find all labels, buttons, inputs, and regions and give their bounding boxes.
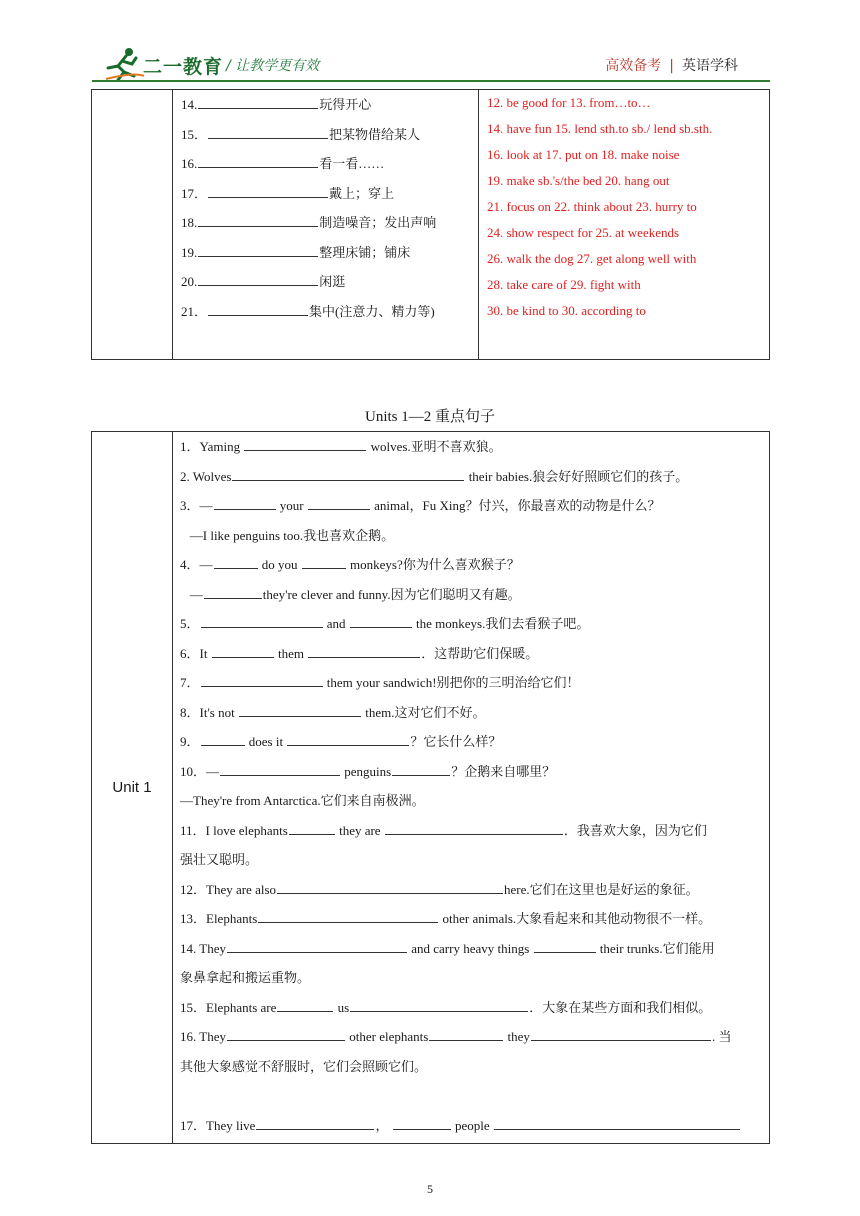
vocab-question: 21． 集中(注意力、精力等) xyxy=(181,303,435,319)
header-divider xyxy=(92,80,770,82)
vocab-answers-cell xyxy=(479,90,770,360)
sentence-3: 3．— your animal，Fu Xing？付兴，你最喜欢的动物是什么？ xyxy=(180,498,661,513)
answer-line: 21. focus on 22. think about 23. hurry to xyxy=(487,199,697,214)
sentence-11-cont: 强壮又聪明。 xyxy=(180,852,259,867)
sentence-4-reply: — they're clever and funny.因为它们聪明又有趣。 xyxy=(189,586,521,602)
sentence-10: 10．— penguins ？企鹅来自哪里？ xyxy=(180,763,556,779)
vocab-unit-cell xyxy=(92,90,173,360)
sentences-table xyxy=(91,431,770,1144)
brand-name: 二一教育 xyxy=(143,57,224,78)
vocab-question: 18. 制造噪音；发出声响 xyxy=(181,215,437,230)
answer-line: 14. have fun 15. lend sth.to sb./ lend sb.sth. xyxy=(487,121,713,136)
sentence-17: 17．They live ， people xyxy=(180,1114,763,1144)
vocab-question: 17． 戴上；穿上 xyxy=(181,185,395,201)
answer-line: 28. take care of 29. fight with xyxy=(487,277,641,292)
sentence-6: 6．It them ．这帮助它们保暖。 xyxy=(180,645,539,661)
vocab-question: 14. 玩得开心 xyxy=(181,97,372,112)
page-number: 5 xyxy=(427,1182,433,1196)
sentence-3-reply: —I like penguins too.我也喜欢企鹅。 xyxy=(189,527,395,543)
unit-label: Unit 1 xyxy=(92,432,173,1144)
vocab-question: 20. 闲逛 xyxy=(181,274,346,289)
page-header xyxy=(0,0,860,90)
sentence-7: 7． them your sandwich!别把你的三明治给它们！ xyxy=(180,675,580,690)
vocab-question: 16. 看一看…… xyxy=(181,156,385,171)
sentence-13: 13．Elephants other animals.大象看起来和其他动物很不一样。 xyxy=(180,911,712,926)
answer-line: 30. be kind to 30. according to xyxy=(487,303,646,318)
sentence-1: 1．Yaming wolves.亚明不喜欢狼。 xyxy=(180,439,502,454)
answer-line: 26. walk the dog 27. get along well with xyxy=(487,251,697,266)
answer-line: 19. make sb.'s/the bed 20. hang out xyxy=(487,173,670,188)
header-tag-subject: 英语学科 xyxy=(682,58,738,74)
answer-line: 24. show respect for 25. at weekends xyxy=(487,225,680,240)
vocab-question: 19. 整理床铺；铺床 xyxy=(181,244,411,260)
sentence-10-reply: —They're from Antarctica.它们来自南极洲。 xyxy=(180,793,425,808)
vocab-question: 15． 把某物借给某人 xyxy=(181,126,421,142)
answer-line: 12. be good for 13. from…to… xyxy=(487,95,651,110)
sentence-2: 2. Wolves their babies.狼会好好照顾它们的孩子。 xyxy=(180,468,689,484)
spacer xyxy=(180,1084,763,1114)
section-title: Units 1—2 重点句子 xyxy=(364,409,495,425)
header-subject xyxy=(605,55,738,75)
sentence-11: 11．I love elephants they are ．我喜欢大象，因为它们 xyxy=(180,822,707,838)
sentence-12: 12．They are also here.它们在这里也是好运的象征。 xyxy=(180,881,699,897)
sentences-cell xyxy=(173,432,770,1144)
sentence-8: 8．It's not them.这对它们不好。 xyxy=(180,704,486,720)
answer-line: 16. look at 17. put on 18. make noise xyxy=(487,147,680,162)
header-separator: | xyxy=(669,58,674,74)
sentence-14: 14. They and carry heavy things their trunks.它们能用 xyxy=(180,940,715,956)
sentence-4: 4．— do you monkeys?你为什么喜欢猴子？ xyxy=(180,557,520,572)
header-tag-exam: 高效备考 xyxy=(605,58,662,74)
vocab-table xyxy=(91,89,770,360)
sentence-16-cont: 其他大象感觉不舒服时，它们会照顾它们。 xyxy=(180,1058,428,1074)
sentence-16: 16. They other elephants they . 当 xyxy=(180,1029,732,1044)
sentence-9: 9． does it ？它长什么样？ xyxy=(180,734,502,749)
sentence-5: 5． and the monkeys.我们去看猴子吧。 xyxy=(180,616,590,631)
vocab-questions-cell xyxy=(173,90,479,360)
sentence-14-cont: 象鼻拿起和搬运重物。 xyxy=(180,970,311,985)
slogan: / 让教学更有效 xyxy=(226,58,320,74)
sentence-15: 15．Elephants are us ．大象在某些方面和我们相似。 xyxy=(180,999,712,1015)
